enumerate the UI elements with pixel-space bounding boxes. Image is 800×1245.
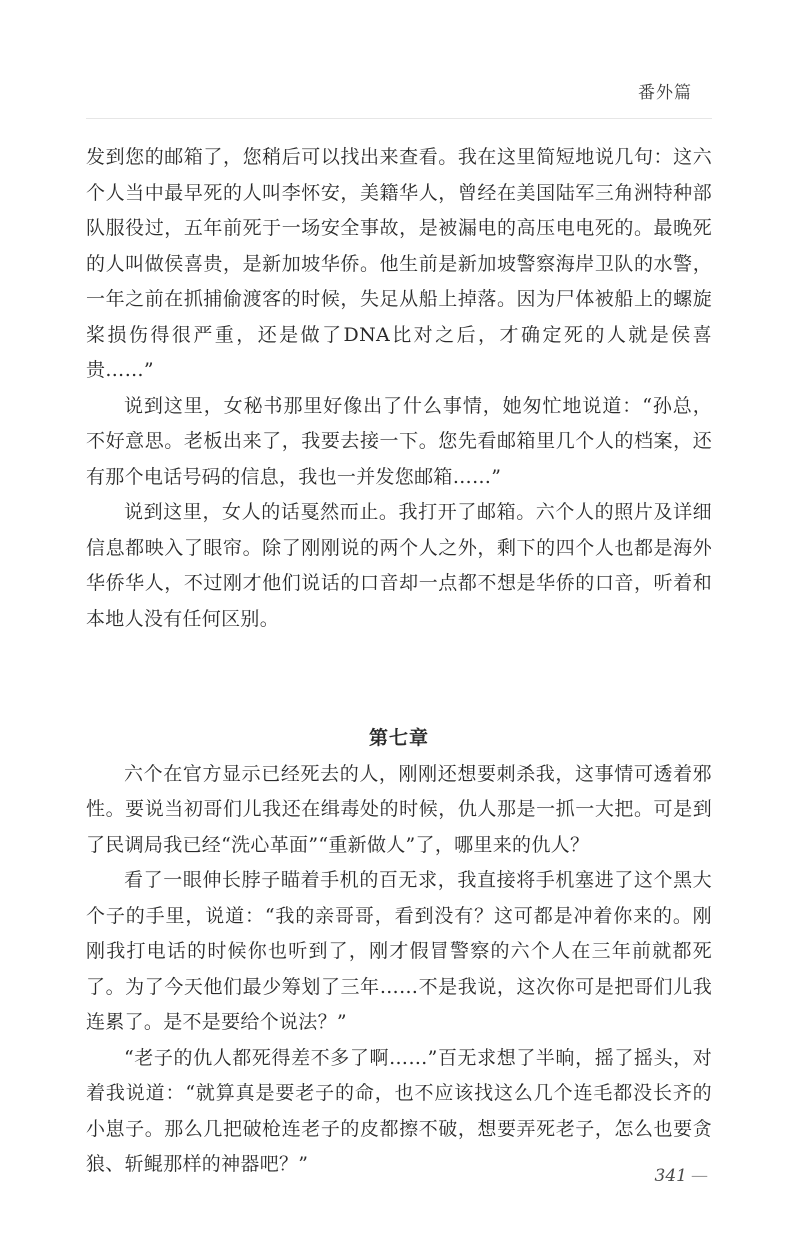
body-text bbox=[86, 140, 712, 1183]
running-header: 番外篇 bbox=[638, 83, 692, 103]
page-number-footer bbox=[655, 1166, 708, 1186]
paragraph: 六个在官方显示已经死去的人，刚刚还想要刺杀我，这事情可透着邪性。要说当初哥们儿我还在缉毒处的时候，仇人那是一抓一大把。可是到了民调局我已经“洗心革面”“重新做人”了，哪里来的仇人？ bbox=[86, 762, 712, 856]
chapter-title: 第七章 bbox=[368, 727, 429, 749]
section-gap bbox=[86, 637, 712, 721]
paragraph: 看了一眼伸长脖子瞄着手机的百无求，我直接将手机塞进了这个黑大个子的手里，说道：“我的亲哥哥，看到没有？这可都是冲着你来的。刚刚我打电话的时候你也听到了，刚才假冒警察的六个人在三年前就都死了。为了今天他们最少筹划了三年……不是我说，这次你可是把哥们儿我连累了。是不是要给个说法？” bbox=[86, 869, 712, 1033]
page-number: 341 bbox=[654, 1166, 687, 1186]
paragraph: 说到这里，女人的话戛然而止。我打开了邮箱。六个人的照片及详细信息都映入了眼帘。除了刚刚说的两个人之外，剩下的四个人也都是海外华侨华人，不过刚才他们说话的口音却一点都不想是华侨的口音，听着和本地人没有任何区别。 bbox=[86, 501, 712, 630]
header-rule bbox=[86, 118, 712, 119]
paragraph: 说到这里，女秘书那里好像出了什么事情，她匆忙地说道：“孙总，不好意思。老板出来了，我要去接一下。您先看邮箱里几个人的档案，还有那个电话号码的信息，我也一并发您邮箱……” bbox=[86, 394, 712, 488]
page-number-dash: — bbox=[691, 1166, 708, 1186]
paragraph: 发到您的邮箱了，您稍后可以找出来查看。我在这里简短地说几句：这六个人当中最早死的人叫李怀安，美籍华人，曾经在美国陆军三角洲特种部队服役过，五年前死于一场安全事故，是被漏电的高压电电死的。最晚死的人叫做侯喜贵，是新加坡华侨。他生前是新加坡警察海岸卫队的水警，一年之前在抓捕偷渡客的时候，失足从船上掉落。因为尸体被船上的螺旋桨损伤得很严重，还是做了DNA比对之后，才确定死的人就是侯喜贵……” bbox=[86, 146, 712, 381]
paragraph: “老子的仇人都死得差不多了啊……”百无求想了半晌，摇了摇头，对着我说道：“就算真是要老子的命，也不应该找这么几个连毛都没长齐的小崽子。那么几把破枪连老子的皮都擦不破，想要弄死老子，怎么也要贪狼、斩鲲那样的神器吧？” bbox=[86, 1046, 712, 1175]
